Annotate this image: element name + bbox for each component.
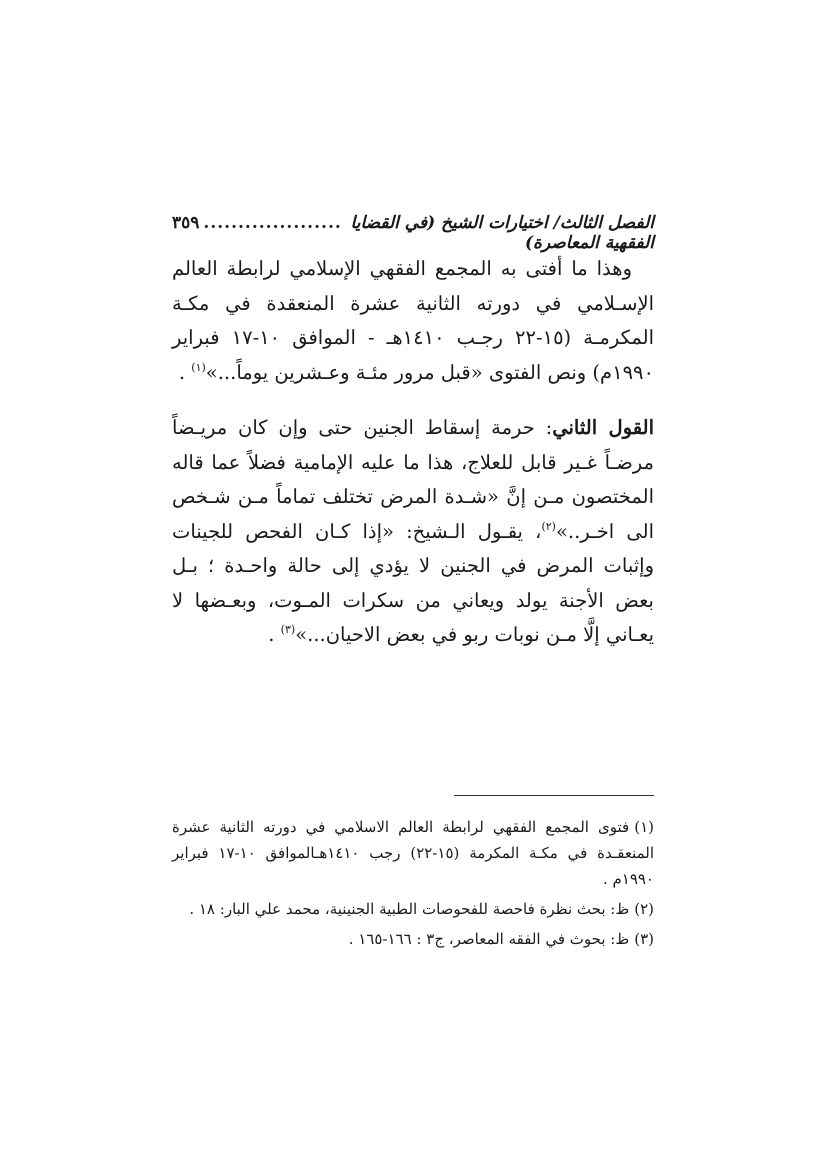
- footnote: [172, 926, 654, 952]
- paragraph-lead: القول الثاني: [552, 416, 654, 439]
- lead-colon: :: [534, 416, 553, 439]
- leader-dots: ....................: [203, 213, 342, 233]
- paragraph: [172, 252, 654, 390]
- running-header: [172, 213, 654, 253]
- footnote-reference: (٣): [280, 623, 296, 636]
- footnote-reference: (٢): [541, 519, 556, 533]
- footnote: [172, 896, 654, 922]
- footnote-number: (٣): [634, 930, 654, 948]
- page-number: ٣٥٩: [172, 213, 200, 233]
- chapter-title: الفصل الثالث/ اختيارات الشيخ (في القضايا الفقهية المعاصرة): [350, 213, 654, 253]
- main-text: [172, 252, 654, 653]
- footnote-text: ظ: بحث نظرة فاحصة للفحوصات الطبية الجنينية، محمد علي البار: ١٨ .: [189, 900, 630, 918]
- footnote-number: (٢): [634, 900, 654, 918]
- footnote-reference: (١): [191, 360, 206, 374]
- paragraph-text: حرمة إسقاط الجنين حتى وإن كان مريـضاً مرضـاً غـير قابل للعلاج، هذا ما عليه الإمامية فضلاً عما قاله المختصون مـن إنَّ «شـدة المرض تختلف تماماً مـن شـخص الى اخـر..»: [172, 416, 654, 543]
- footnote-text: فتوى المجمع الفقهي لرابطة العالم الاسلامي في دورته الثانية عشرة المنعقـدة في مكـة المكرمة (١٥-٢٢) رجب ١٤١٠هـالموافق ١٠-١٧ فبراير ١٩٩٠م .: [172, 818, 654, 888]
- paragraph-text: وهذا ما أفتى به المجمع الفقهي الإسلامي لرابطة العالم الإسـلامي في دورته الثانية عشرة المنعقدة في مكـة المكرمـة (١٥-٢٢ رجـب ١٤١٠هـ - الموافق ١٠-١٧ فبراير ١٩٩٠م) ونص الفتوى «قبل مرور مئـة وعـشرين يوماً...»: [172, 257, 654, 384]
- footnote: [172, 814, 654, 892]
- paragraph: [172, 411, 654, 653]
- footnotes: [172, 814, 654, 956]
- paragraph-end: .: [268, 623, 281, 646]
- footnote-text: ظ: بحوث في الفقه المعاصر، ج٣ : ١٦٦-١٦٥ .: [348, 930, 630, 948]
- footnote-separator: [454, 795, 654, 796]
- paragraph-end: .: [178, 360, 192, 384]
- paragraph-text: ، يقـول الـشيخ: «إذا كـان الفحص للجينات وإثبات المرض في الجنين لا يؤدي إلى حالة واحـدة ؛ بـل بعض الأجنة يولد ويعاني من سكرات المـوت، وبعـضها لا يعـاني إلَّا مـن نوبات ربو في بعض الاحيان...»: [172, 519, 654, 646]
- footnote-number: (١): [634, 818, 654, 836]
